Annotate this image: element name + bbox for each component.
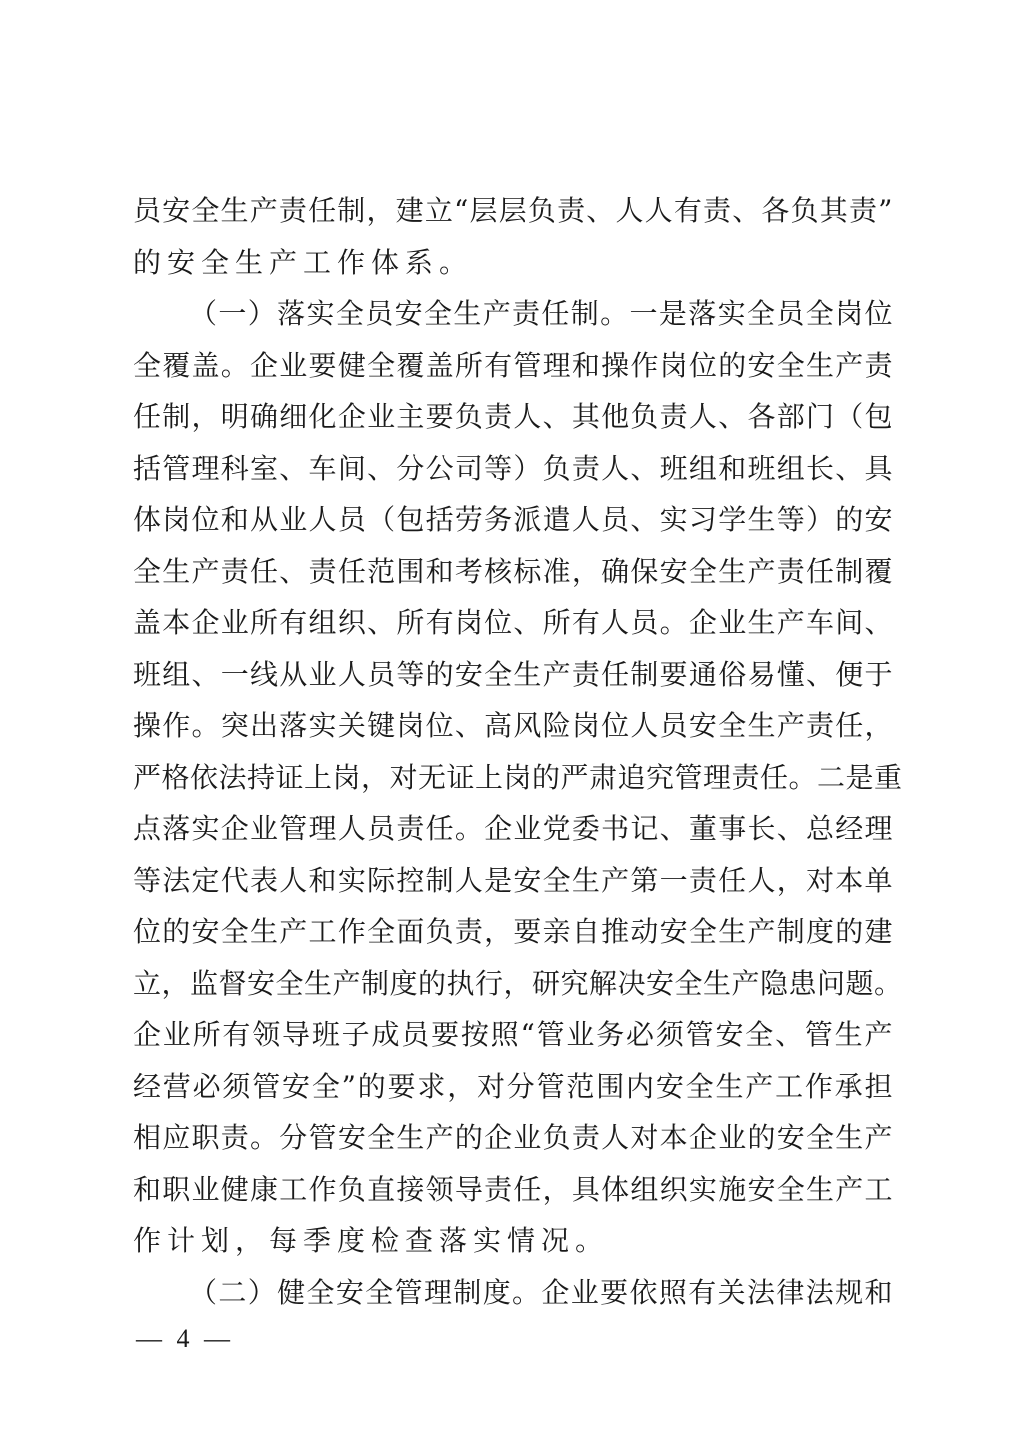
text-line: 作计划，每季度检查落实情况。: [133, 1224, 610, 1257]
text-line: 立，监督安全生产制度的执行，研究解决安全生产隐患问题。: [133, 966, 903, 1000]
text-line: 和职业健康工作负直接领导责任，具体组织实施安全生产工: [133, 1172, 893, 1206]
text-line: 员安全生产责任制，建立“层层负责、人人有责、各负其责”: [133, 194, 893, 227]
text-line: 全生产责任、责任范围和考核标准，确保安全生产责任制覆: [133, 554, 893, 588]
text-line: 全覆盖。企业要健全覆盖所有管理和操作岗位的安全生产责: [133, 348, 893, 382]
page-number: — 4 —: [136, 1324, 234, 1353]
text-line: 经营必须管安全”的要求，对分管范围内安全生产工作承担: [133, 1069, 893, 1103]
text-line: 严格依法持证上岗，对无证上岗的严肃追究管理责任。二是重: [133, 760, 903, 794]
text-line: 班组、一线从业人员等的安全生产责任制要通俗易懂、便于: [133, 657, 893, 691]
body-text: [133, 185, 903, 1318]
text-line: 的安全生产工作体系。: [133, 245, 474, 279]
text-line: 任制，明确细化企业主要负责人、其他负责人、各部门（包: [133, 400, 893, 433]
text-line: 相应职责。分管安全生产的企业负责人对本企业的安全生产: [133, 1121, 893, 1154]
text-line: 点落实企业管理人员责任。企业党委书记、董事长、总经理: [133, 812, 893, 845]
text-line: 位的安全生产工作全面负责，要亲自推动安全生产制度的建: [133, 915, 893, 948]
text-line: 括管理科室、车间、分公司等）负责人、班组和班组长、具: [133, 451, 893, 485]
text-line: 等法定代表人和实际控制人是安全生产第一责任人，对本单: [133, 863, 893, 897]
text-line: 盖本企业所有组织、所有岗位、所有人员。企业生产车间、: [133, 606, 893, 639]
section-heading-line: （一）落实全员安全生产责任制。一是落实全员全岗位: [189, 297, 893, 330]
text-line: 操作。突出落实关键岗位、高风险岗位人员安全生产责任，: [133, 709, 893, 742]
section-heading-line: （二）健全安全管理制度。企业要依照有关法律法规和: [189, 1275, 893, 1309]
text-line: 体岗位和从业人员（包括劳务派遣人员、实习学生等）的安: [133, 503, 893, 536]
text-line: 企业所有领导班子成员要按照“管业务必须管安全、管生产: [133, 1018, 893, 1051]
